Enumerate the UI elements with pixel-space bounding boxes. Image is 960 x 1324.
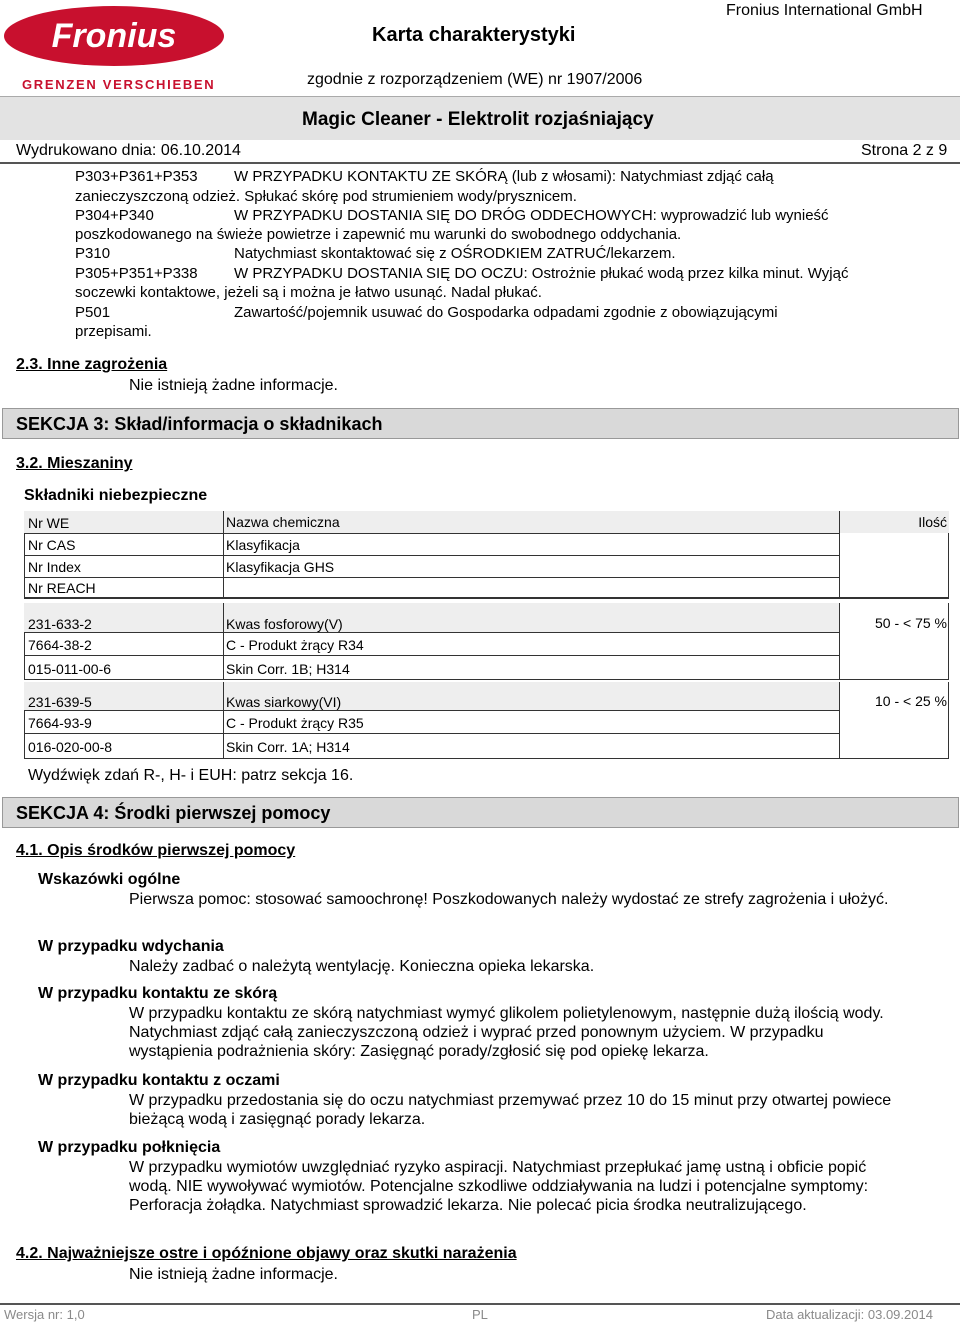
index-number: 015-011-00-6 xyxy=(28,661,112,677)
info-text: Nie istnieją żadne informacje. xyxy=(129,1266,338,1283)
fronius-logo xyxy=(3,5,225,67)
chemical-name: Kwas fosforowy(V) xyxy=(226,616,343,632)
first-aid-text: Perforacja żołądka. Natychmiast sprowadzić lekarza. Nie polecać picia środka neutralizującego. xyxy=(129,1197,807,1214)
first-aid-heading: Wskazówki ogólne xyxy=(38,871,181,888)
footer-divider xyxy=(0,1303,960,1305)
table-caption: Składniki niebezpieczne xyxy=(24,487,208,504)
ghs-classification: Skin Corr. 1B; H314 xyxy=(226,661,350,677)
table-header-cell: Klasyfikacja GHS xyxy=(226,559,335,575)
quantity: 50 - < 75 % xyxy=(875,615,947,631)
document-title: Karta charakterystyki xyxy=(372,24,576,46)
first-aid-heading: W przypadku kontaktu ze skórą xyxy=(38,985,278,1002)
table-header-cell: Ilość xyxy=(918,514,947,530)
table-header-cell: Nr WE xyxy=(28,515,70,531)
index-number: 016-020-00-8 xyxy=(28,739,113,755)
pstatement-code: P501 xyxy=(75,304,111,321)
print-date: Wydrukowano dnia: 06.10.2014 xyxy=(16,142,241,159)
cas-number: 7664-93-9 xyxy=(28,715,92,731)
first-aid-text: wodą. NIE wywoływać wymiotów. Potencjalne szkodliwe oddziaływania na ludzi i potencjalne symptomy: xyxy=(129,1178,869,1195)
pstatement-code: P304+P340 xyxy=(75,207,154,224)
info-text: Nie istnieją żadne informacje. xyxy=(129,377,338,394)
table-header-cell: Nr CAS xyxy=(28,537,76,553)
cas-number: 7664-38-2 xyxy=(28,637,92,653)
table-header-cell: Nr REACH xyxy=(28,580,96,596)
pstatement-text: soczewki kontaktowe, jeżeli są i można je łatwo usunąć. Nadal płukać. xyxy=(75,284,542,301)
chemical-name: Kwas siarkowy(VI) xyxy=(226,694,342,710)
pstatement-text: W PRZYPADKU DOSTANIA SIĘ DO DRÓG ODDECHOWYCH: wyprowadzić lub wynieść xyxy=(234,207,829,224)
footer-version: Wersja nr: 1,0 xyxy=(4,1307,85,1322)
pstatement-code: P303+P361+P353 xyxy=(75,168,198,185)
svg-text:Fronius: Fronius xyxy=(51,17,177,55)
section-title: SEKCJA 3: Skład/informacja o składnikach xyxy=(16,414,383,434)
first-aid-text: wystąpienia podrażnienia skóry: Zasięgnąć porady/zgłosić się pod opiekę lekarza. xyxy=(129,1043,709,1060)
footer-language: PL xyxy=(472,1307,488,1322)
table-note: Wydźwięk zdań R-, H- i EUH: patrz sekcja 16. xyxy=(28,767,354,784)
table-header-cell: Nazwa chemiczna xyxy=(226,514,340,530)
pstatement-text: poszkodowanego na świeże powietrze i zapewnić mu warunki do swobodnego oddychania. xyxy=(75,226,682,243)
ec-number: 231-633-2 xyxy=(28,616,92,632)
header-divider xyxy=(0,162,960,164)
pstatement-text: W PRZYPADKU KONTAKTU ZE SKÓRĄ (lub z włosami): Natychmiast zdjąć całą xyxy=(234,168,774,185)
ec-number: 231-639-5 xyxy=(28,694,92,710)
first-aid-text: W przypadku kontaktu ze skórą natychmiast wymyć glikolem polietylenowym, następnie dużą ilością wody. xyxy=(129,1005,884,1022)
first-aid-text: Pierwsza pomoc: stosować samoochronę! Poszkodowanych należy wydostać ze strefy zagrożenia i ułożyć. xyxy=(129,891,889,908)
classification: C - Produkt żrący R34 xyxy=(226,637,364,653)
product-name: Magic Cleaner - Elektrolit rozjaśniający xyxy=(302,109,654,130)
first-aid-heading: W przypadku połknięcia xyxy=(38,1139,221,1156)
quantity: 10 - < 25 % xyxy=(875,693,947,709)
pstatement-text: przepisami. xyxy=(75,323,152,340)
first-aid-text: bieżącą wodą i zasięgnąć porady lekarza. xyxy=(129,1111,426,1128)
first-aid-text: W przypadku przedostania się do oczu natychmiast przemywać przez 10 do 15 minut przy otwartej powiece xyxy=(129,1092,892,1109)
brand-tagline: GRENZEN VERSCHIEBEN xyxy=(22,77,216,92)
table-header-cell: Nr Index xyxy=(28,559,81,575)
pstatement-text: Zawartość/pojemnik usuwać do Gospodarka odpadami zgodnie z obowiązującymi xyxy=(234,304,778,321)
pstatement-code: P305+P351+P338 xyxy=(75,265,198,282)
table-header-cell: Klasyfikacja xyxy=(226,537,300,553)
regulation-text: zgodnie z rozporządzeniem (WE) nr 1907/2006 xyxy=(307,71,643,88)
subsection-heading: 4.2. Najważniejsze ostre i opóźnione objawy oraz skutki narażenia xyxy=(16,1245,517,1262)
pstatement-code: P310 xyxy=(75,245,111,262)
first-aid-text: W przypadku wymiotów uwzględniać ryzyko aspiracji. Natychmiast przepłukać jamę ustną i obficie popić xyxy=(129,1159,867,1176)
first-aid-text: Natychmiast zdjąć całą zanieczyszczoną odzież i wyprać przed ponownym użyciem. W przypadku xyxy=(129,1024,824,1041)
pstatement-text: W PRZYPADKU DOSTANIA SIĘ DO OCZU: Ostrożnie płukać wodą przez kilka minut. Wyjąć xyxy=(234,265,849,282)
subsection-heading: 4.1. Opis środków pierwszej pomocy xyxy=(16,842,296,859)
first-aid-heading: W przypadku wdychania xyxy=(38,938,224,955)
first-aid-text: Należy zadbać o należytą wentylację. Konieczna opieka lekarska. xyxy=(129,958,595,975)
subsection-heading: 2.3. Inne zagrożenia xyxy=(16,356,168,373)
section-title: SEKCJA 4: Środki pierwszej pomocy xyxy=(16,803,331,823)
classification: C - Produkt żrący R35 xyxy=(226,715,364,731)
pstatement-text: zanieczyszczoną odzież. Spłukać skórę pod strumieniem wody/prysznicem. xyxy=(75,188,577,205)
page-number: Strona 2 z 9 xyxy=(861,142,948,159)
ghs-classification: Skin Corr. 1A; H314 xyxy=(226,739,350,755)
footer-update-date: Data aktualizacji: 03.09.2014 xyxy=(766,1307,933,1322)
company-name: Fronius International GmbH xyxy=(726,2,923,19)
first-aid-heading: W przypadku kontaktu z oczami xyxy=(38,1072,280,1089)
pstatement-text: Natychmiast skontaktować się z OŚRODKIEM ZATRUĆ/lekarzem. xyxy=(234,245,676,262)
subsection-heading: 3.2. Mieszaniny xyxy=(16,455,133,472)
